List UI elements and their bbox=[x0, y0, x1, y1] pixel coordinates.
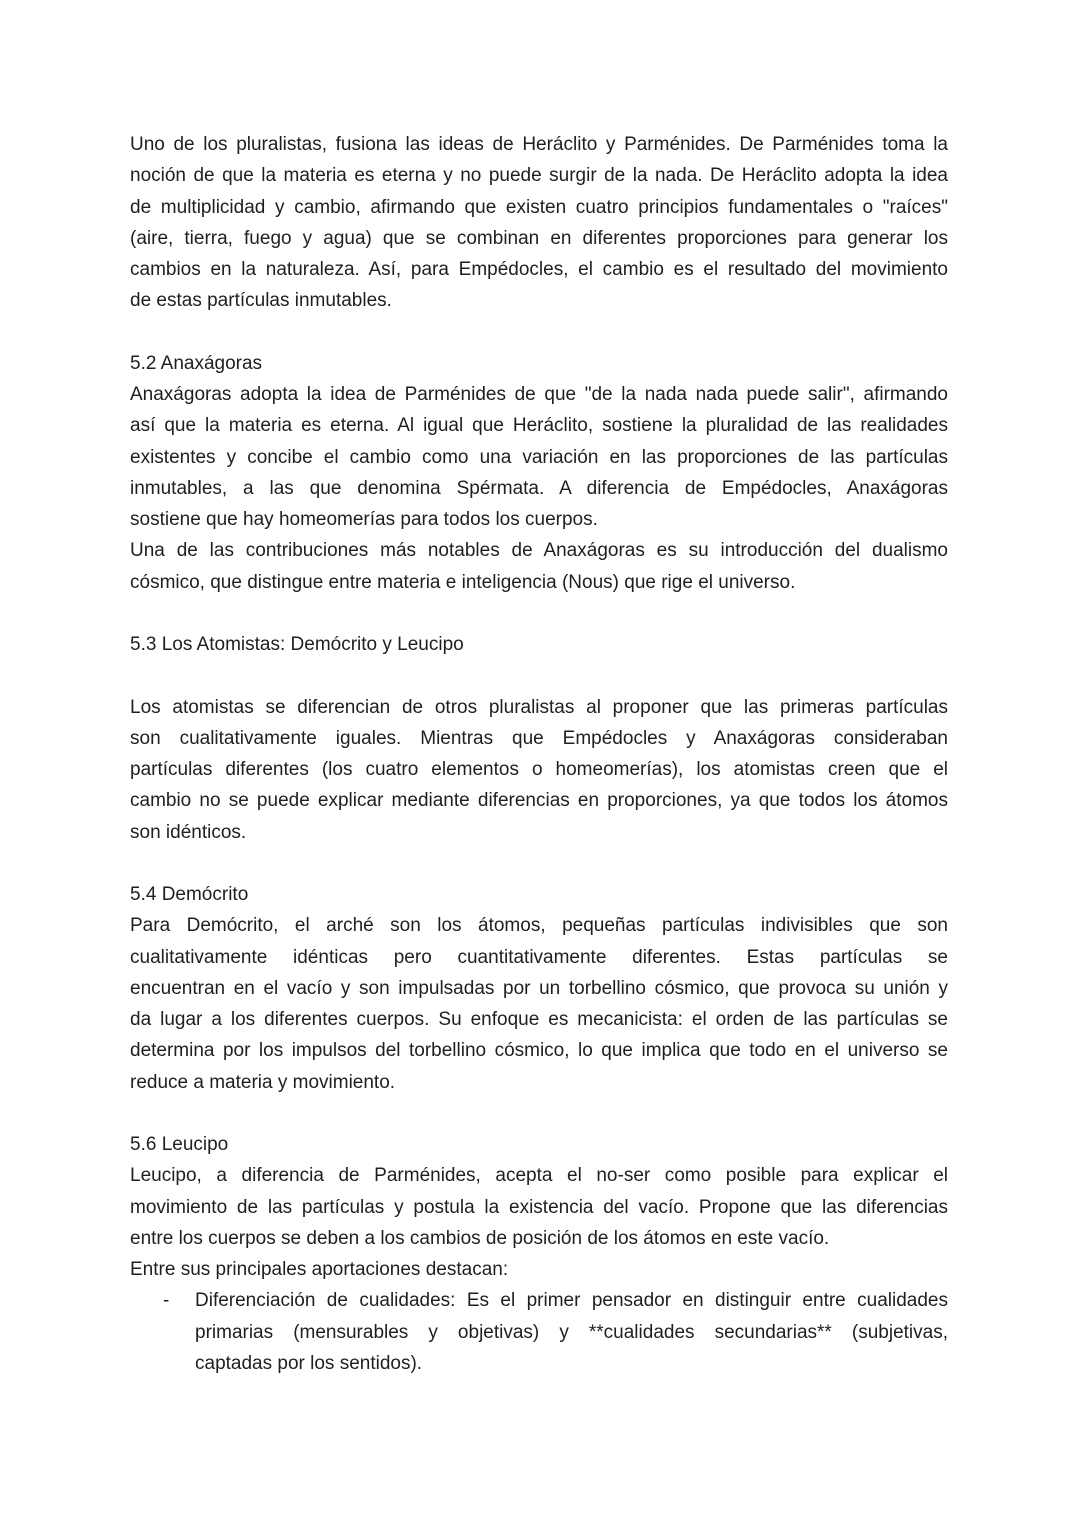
bullet-item bbox=[130, 1285, 948, 1379]
text-line: Entre sus principales aportaciones destacan: bbox=[130, 1259, 509, 1280]
text-line: noción de que la materia es eterna y no puede surgir de la nada. De Heráclito adopta la idea bbox=[130, 165, 948, 187]
spacer bbox=[130, 660, 948, 691]
text-line: así que la materia es eterna. Al igual que Heráclito, sostiene la pluralidad de las realidades bbox=[130, 415, 948, 437]
text-line: son idénticos. bbox=[130, 821, 247, 843]
text-line: de estas partículas inmutables. bbox=[130, 290, 392, 312]
text-line: Para Demócrito, el arché son los átomos, pequeñas partículas indivisibles que son bbox=[130, 915, 948, 937]
paragraph bbox=[130, 1254, 948, 1285]
text-line: partículas diferentes (los cuatro elementos o homeomerías), los atomistas creen que el bbox=[130, 759, 948, 780]
text-line: determina por los impulsos del torbellino cósmico, lo que implica que todo en el universo se bbox=[130, 1040, 948, 1062]
paragraph bbox=[130, 379, 948, 535]
text-line: sostiene que hay homeomerías para todos los cuerpos. bbox=[130, 509, 598, 530]
text-line: de multiplicidad y cambio, afirmando que existen cuatro principios fundamentales o "raíces" bbox=[130, 196, 948, 218]
text-line: cósmico, que distingue entre materia e inteligencia (Nous) que rige el universo. bbox=[130, 571, 796, 593]
spacer bbox=[130, 317, 948, 348]
spacer bbox=[130, 848, 948, 879]
text-line: cambio no se puede explicar mediante diferencias en proporciones, ya que todos los átomos bbox=[130, 790, 948, 812]
paragraph bbox=[130, 535, 948, 598]
text-line: (aire, tierra, fuego y agua) que se combinan en diferentes proporciones para generar los bbox=[130, 227, 948, 249]
text-line: cualitativamente idénticas pero cuantitativamente diferentes. Estas partículas se bbox=[130, 946, 948, 968]
text-line: encuentran en el vacío y son impulsadas por un torbellino cósmico, que provoca su unión y bbox=[130, 977, 948, 999]
text-line: movimiento de las partículas y postula la existencia del vacío. Propone que las diferencias bbox=[130, 1196, 948, 1218]
text-line: son cualitativamente iguales. Mientras que Empédocles y Anaxágoras consideraban bbox=[130, 727, 948, 749]
text-line: Leucipo, a diferencia de Parménides, acepta el no-ser como posible para explicar el bbox=[130, 1165, 948, 1187]
document-body bbox=[130, 129, 948, 1379]
text-line: cambios en la naturaleza. Así, para Empédocles, el cambio es el resultado del movimiento bbox=[130, 259, 948, 280]
text-line: da lugar a los diferentes cuerpos. Su enfoque es mecanicista: el orden de las partículas se bbox=[130, 1009, 948, 1030]
section-heading: 5.2 Anaxágoras bbox=[130, 352, 263, 374]
text-line: existentes y concibe el cambio como una variación en las proporciones de las partículas bbox=[130, 446, 948, 468]
section-heading: 5.3 Los Atomistas: Demócrito y Leucipo bbox=[130, 634, 464, 655]
paragraph bbox=[130, 1160, 948, 1254]
paragraph bbox=[130, 692, 948, 848]
text-line: Anaxágoras adopta la idea de Parménides de que "de la nada nada puede salir", afirmando bbox=[130, 384, 948, 405]
paragraph bbox=[130, 910, 948, 1098]
text-line: entre los cuerpos se deben a los cambios de posición de los átomos en este vacío. bbox=[130, 1227, 830, 1249]
text-line: reduce a materia y movimiento. bbox=[130, 1071, 396, 1093]
text-line: Los atomistas se diferencian de otros pluralistas al proponer que las primeras partículas bbox=[130, 696, 948, 718]
bullet-marker: - bbox=[163, 1290, 170, 1312]
section-heading: 5.4 Demócrito bbox=[130, 884, 249, 905]
text-line: primarias (mensurables y objetivas) y **cualidades secundarias** (subjetivas, bbox=[195, 1321, 948, 1343]
paragraph bbox=[130, 129, 948, 317]
text-line: captadas por los sentidos). bbox=[195, 1352, 423, 1374]
section-heading: 5.6 Leucipo bbox=[130, 1134, 229, 1155]
spacer bbox=[130, 1098, 948, 1129]
text-line: Uno de los pluralistas, fusiona las ideas de Heráclito y Parménides. De Parménides toma la bbox=[130, 134, 948, 155]
text-line: inmutables, a las que denomina Spérmata. A diferencia de Empédocles, Anaxágoras bbox=[130, 477, 948, 499]
text-line: Diferenciación de cualidades: Es el primer pensador en distinguir entre cualidades bbox=[195, 1290, 948, 1312]
text-line: Una de las contribuciones más notables de Anaxágoras es su introducción del dualismo bbox=[130, 540, 948, 562]
spacer bbox=[130, 598, 948, 629]
